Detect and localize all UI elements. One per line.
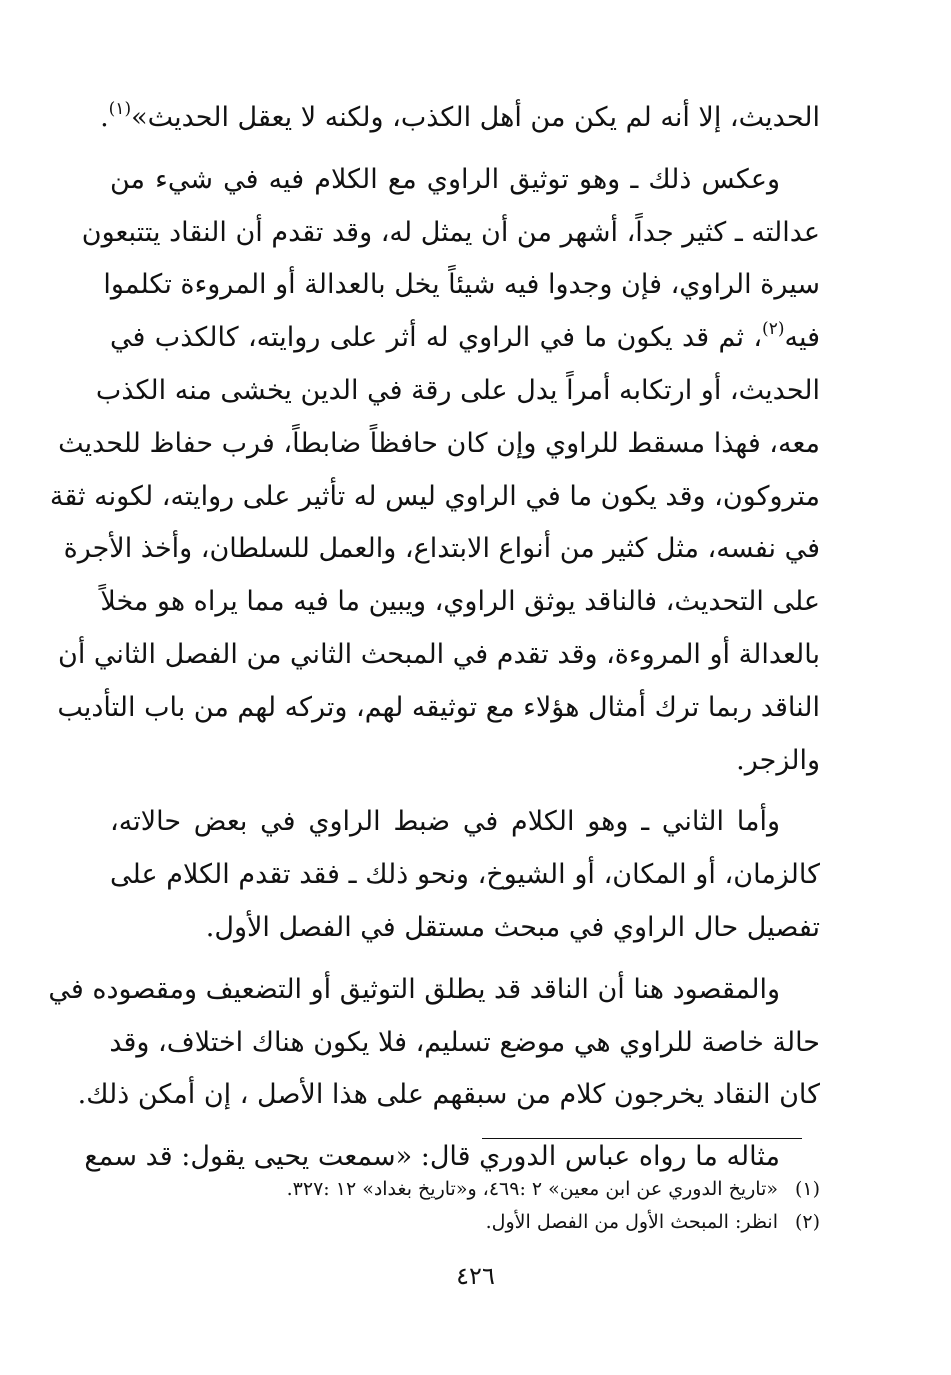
text-line: بالعدالة أو المروءة، وقد تقدم في المبحث الثاني من الفصل الثاني أن xyxy=(58,638,820,670)
footnote-ref: (٢) xyxy=(762,319,785,340)
main-text xyxy=(48,92,820,1184)
text-segment: . xyxy=(100,102,109,133)
footnote xyxy=(110,1206,820,1239)
paragraph-start-line: وأما الثاني ـ وهو الكلام في ضبط الراوي في بعض حالاته، xyxy=(110,806,780,838)
footnote-divider xyxy=(482,1138,802,1139)
text-line: كالزمان، أو المكان، أو الشيوخ، ونحو ذلك ـ فقد تقدم الكلام على xyxy=(110,859,820,891)
text-line: تفصيل حال الراوي في مبحث مستقل في الفصل الأول. xyxy=(205,911,820,943)
footnote xyxy=(110,1173,820,1206)
footnotes xyxy=(110,1173,820,1239)
text-line: في نفسه، مثل كثير من أنواع الابتداع، والعمل للسلطان، وأخذ الأجرة xyxy=(63,533,820,565)
footnote-number: (٢) xyxy=(794,1211,820,1233)
text-line: الحديث، أو ارتكابه أمراً يدل على رقة في الدين يخشى منه الكذب xyxy=(95,374,820,406)
footnote-ref: (١) xyxy=(108,99,132,119)
text-segment: ، ثم قد يكون ما في الراوي له أثر على روايته، كالكذب في xyxy=(110,322,763,354)
footnote-number: (١) xyxy=(794,1178,820,1200)
paragraph-start-line: مثاله ما رواه عباس الدوري قال: «سمعت يحيى يقول: قد سمع xyxy=(84,1141,780,1173)
text-line xyxy=(100,92,820,145)
paragraph-start-line: وعكس ذلك ـ وهو توثيق الراوي مع الكلام فيه في شيء من xyxy=(110,163,780,195)
text-segment: الحديث، إلا أنه لم يكن من أهل الكذب، ولكنه لا يعقل الحديث» xyxy=(131,102,820,133)
paragraph-start-line: والمقصود هنا أن الناقد قد يطلق التوثيق أو التضعيف ومقصوده في xyxy=(48,973,780,1005)
page-number: ٤٢٦ xyxy=(456,1262,495,1290)
text-line: عدالته ـ كثير جداً، أشهر من أن يمثل له، وقد تقدم أن النقاد يتتبعون xyxy=(81,216,820,248)
text-line xyxy=(110,312,820,365)
text-line: معه، فهذا مسقط للراوي وإن كان حافظاً ضابطاً، فرب حفاظ للحديث xyxy=(58,427,820,459)
text-line: حالة خاصة للراوي هي موضع تسليم، فلا يكون هناك اختلاف، وقد xyxy=(109,1026,820,1058)
text-line: على التحديث، فالناقد يوثق الراوي، ويبين ما فيه مما يراه هو مخلاً xyxy=(100,586,820,618)
footnote-text: انظر: المبحث الأول من الفصل الأول. xyxy=(485,1211,778,1233)
footnote-text: «تاريخ الدوري عن ابن معين» ٢ :٤٦٩، و«تاريخ بغداد» ١٢ :٣٢٧. xyxy=(286,1178,778,1200)
text-line: والزجر. xyxy=(736,744,820,776)
text-segment: فيه xyxy=(784,322,820,354)
text-line: متروكون، وقد يكون ما في الراوي ليس له تأثير على روايته، لكونه ثقة xyxy=(49,480,820,512)
text-line: كان النقاد يخرجون كلام من سبقهم على هذا الأصل ، إن أمكن ذلك. xyxy=(77,1079,820,1111)
text-line: سيرة الراوي، فإن وجدوا فيه شيئاً يخل بالعدالة أو المروءة تكلموا xyxy=(103,269,820,301)
text-line: الناقد ربما ترك أمثال هؤلاء مع توثيقه لهم، وتركه لهم من باب التأديب xyxy=(57,691,820,723)
